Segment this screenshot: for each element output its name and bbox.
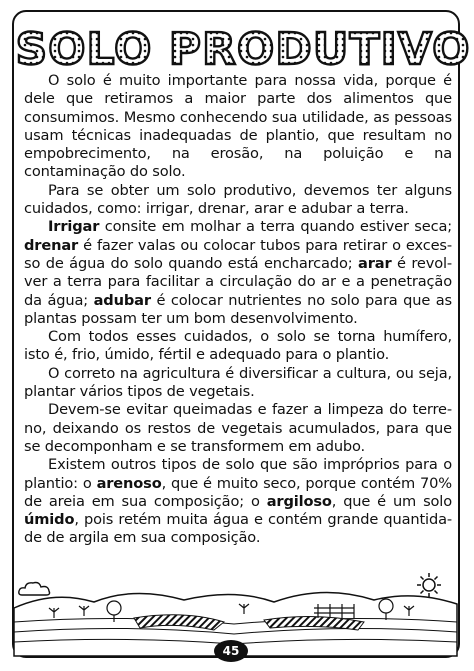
text-run: é revol-ver a terra para facilitar a circulação do ar e a penetração da água; bbox=[24, 254, 452, 309]
paragraph bbox=[24, 365, 452, 402]
paragraph bbox=[24, 72, 452, 182]
bold-term: adubar bbox=[93, 291, 151, 309]
bold-term: argiloso bbox=[266, 492, 332, 510]
bold-term: drenar bbox=[24, 236, 79, 254]
text-run: , que é um solo bbox=[331, 492, 452, 510]
page-frame bbox=[12, 10, 471, 658]
paragraph bbox=[24, 182, 452, 219]
text-run: , pois retém muita água e contém grande quantida-de de argila em sua composição. bbox=[24, 511, 452, 547]
paragraph bbox=[24, 456, 452, 547]
page-number: 45 bbox=[214, 640, 248, 662]
paragraph bbox=[24, 328, 452, 365]
paragraph bbox=[24, 401, 452, 456]
title-text: SOLO PRODUTIVO bbox=[15, 24, 471, 75]
article-body bbox=[24, 72, 452, 548]
bold-term: Irrigar bbox=[48, 218, 100, 236]
text-run: Existem outros tipos de solo que são impróprios para o plantio: o bbox=[24, 456, 452, 492]
text-run: é fazer valas ou colocar tubos para retirar o exces-so de água do solo quando está encharcado; bbox=[24, 236, 452, 272]
bold-term: úmido bbox=[24, 511, 75, 529]
bold-term: arar bbox=[358, 254, 392, 272]
text-run: Com todos esses cuidados, o solo se torna humífero, isto é, frio, úmido, fértil e adequado para o plantio. bbox=[24, 328, 452, 364]
text-run: , que é muito seco, porque contém 70% de areia em sua composição; o bbox=[24, 474, 452, 510]
title-lettering bbox=[15, 18, 471, 75]
paragraph bbox=[24, 218, 452, 328]
page-title bbox=[15, 18, 471, 75]
text-run: consite em molhar a terra quando estiver seca; bbox=[99, 218, 452, 236]
text-run: O correto na agricultura é diversificar a cultura, ou seja, plantar vários tipos de vegetais. bbox=[24, 364, 452, 401]
text-run: Para se obter um solo produtivo, devemos ter alguns cuidados, como: irrigar, drenar, arar e adubar a terra. bbox=[24, 181, 452, 218]
text-run: O solo é muito importante para nossa vida, porque é dele que retiramos a maior parte dos alimentos que consumimos. Mesmo conhecendo sua utilidade, as pessoas usam técnicas inadequadas de plantio, que resultam no empobrecimento, na erosão, na poluição e na contaminação do solo. bbox=[24, 72, 452, 181]
bold-term: arenoso bbox=[96, 474, 162, 492]
text-run: é colocar nutrientes no solo para que as plantas possam ter um bom desenvolvimento. bbox=[24, 291, 453, 327]
text-run: Devem-se evitar queimadas e fazer a limpeza do terre-no, deixando os restos de vegetais acumulados, para que se decomponham e se transformem em adubo. bbox=[24, 401, 452, 455]
